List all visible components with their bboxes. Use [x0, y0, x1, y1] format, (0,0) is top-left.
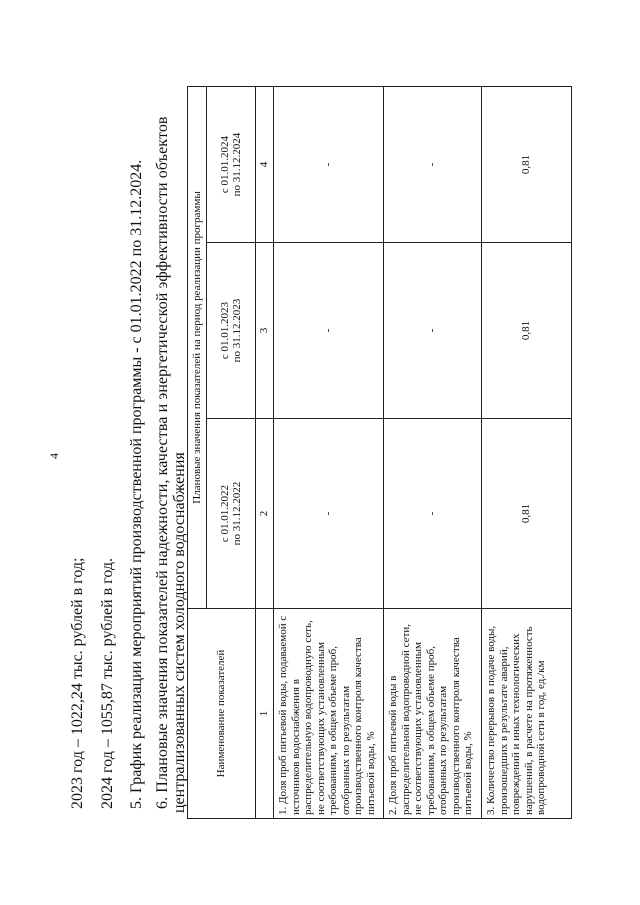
row-2-value-2024: - [384, 87, 482, 243]
indicators-table [187, 86, 572, 819]
page-number: 4 [47, 453, 61, 459]
row-2-value-2023: - [384, 243, 482, 419]
row-1-name: 1. Доля проб питьевой воды, подаваемой с источников водоснабжения в распределительную водопроводную сеть, не соответствующих установленным требованиям, в общем объеме проб, отобранных по результатам производственного контроля качества питьевой воды, % [274, 609, 384, 819]
row-3-value-2024: 0,81 [482, 87, 572, 243]
header-plan-values: Плановые значения показателей на период реализации программы [188, 87, 207, 609]
row-2-value-2022: - [384, 419, 482, 609]
period-2023-label: с 01.01.2023 по 31.12.2023 [218, 298, 243, 363]
section-6-heading: 6. Плановые значения показателей надежности, качества и энергетической эффективности объектов [154, 116, 171, 809]
period-2023-header [207, 243, 256, 419]
period-2024-label: с 01.01.2024 по 31.12.2024 [218, 132, 243, 197]
cost-2024-line: 2024 год – 1055,87 тыс. рублей в год. [99, 557, 116, 809]
column-number-1: 1 [256, 609, 274, 819]
row-3-value-2023: 0,81 [482, 243, 572, 419]
header-indicator-name: Наименование показателей [188, 609, 256, 819]
section-5-heading: 5. График реализации мероприятий производственной программы - с 01.01.2022 по 31.12.2024. [128, 159, 145, 809]
row-1-value-2023: - [274, 243, 384, 419]
row-3-value-2022: 0,81 [482, 419, 572, 609]
table-row [482, 87, 572, 819]
row-1-value-2022: - [274, 419, 384, 609]
period-2024-header [207, 87, 256, 243]
period-2022-label: с 01.01.2022 по 31.12.2022 [218, 481, 243, 546]
row-2-name: 2. Доля проб питьевой воды в распределительной водопроводной сети, не соответствующих установленным требованиям, в общем объеме проб, отобранных по результатам производственного контроля качества питьевой воды, % [384, 609, 482, 819]
row-1-value-2024: - [274, 87, 384, 243]
column-number-4: 4 [256, 87, 274, 243]
section-6-heading-continued: централизованных систем холодного водоснабжения [171, 452, 188, 813]
cost-2023-line: 2023 год – 1022,24 тыс. рублей в год; [69, 557, 86, 809]
column-number-3: 3 [256, 243, 274, 419]
table-row [274, 87, 384, 819]
period-2022-header [207, 419, 256, 609]
row-3-name: 3. Количество перерывов в подаче воды, произошедших в результате аварий, повреждений и иных технологических нарушений, в расчете на протяженность водопроводной сети в год, ед./км [482, 609, 572, 819]
table-row [384, 87, 482, 819]
column-number-2: 2 [256, 419, 274, 609]
column-number-row [256, 87, 274, 819]
